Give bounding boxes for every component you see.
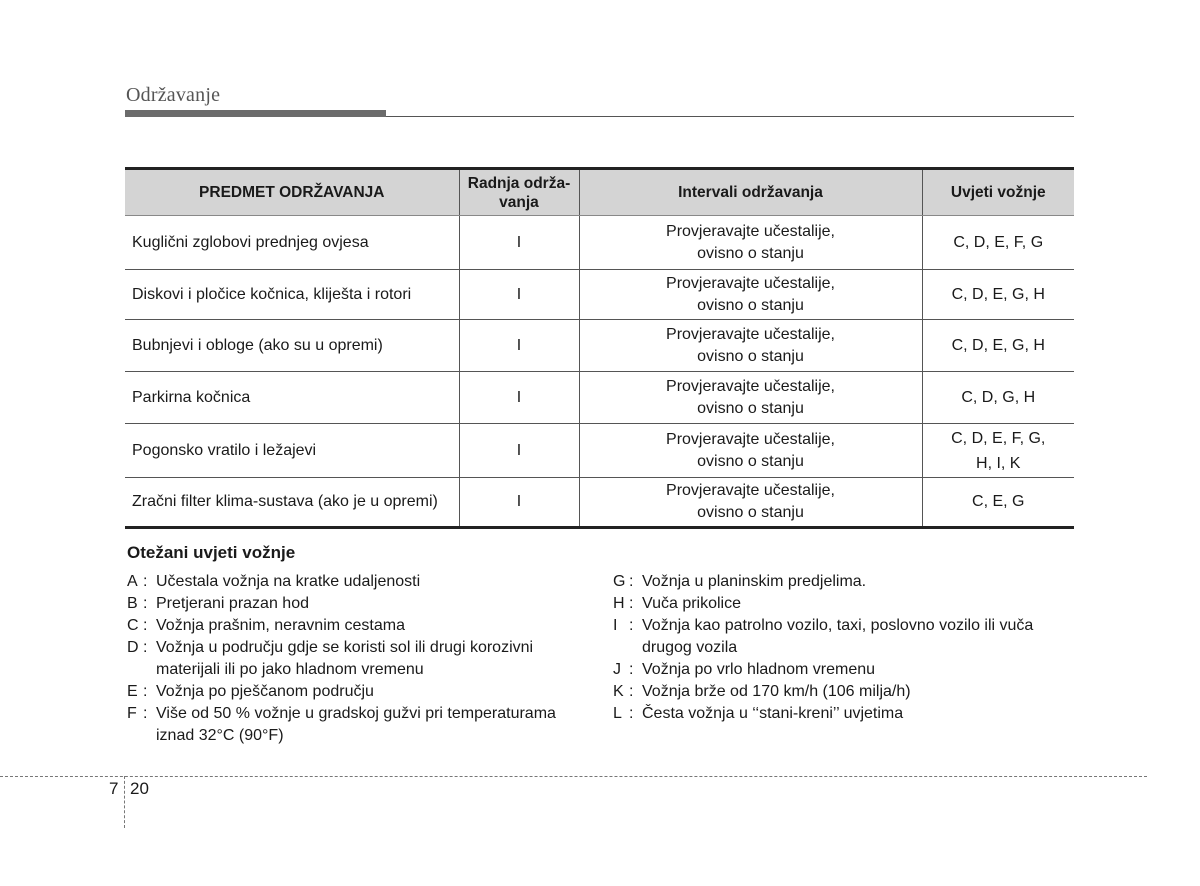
- condition-text: Više od 50 % vožnje u gradskoj gužvi pri temperaturama iznad 32°C (90°F): [156, 705, 556, 744]
- condition-separator: :: [143, 595, 148, 612]
- condition-letter: L: [613, 705, 622, 722]
- condition-separator: :: [143, 617, 148, 634]
- condition-letter: K: [613, 683, 624, 700]
- condition-separator: :: [629, 573, 634, 590]
- condition-item: [613, 615, 1083, 659]
- condition-letter: I: [613, 617, 618, 634]
- condition-separator: :: [629, 617, 634, 634]
- condition-item: [127, 571, 587, 593]
- condition-text: Vožnja kao patrolno vozilo, taxi, poslovno vozilo ili vuča drugog vozila: [642, 617, 1034, 656]
- header-rule-thin: [386, 116, 1074, 117]
- condition-text: Vožnja prašnim, neravnim cestama: [156, 617, 405, 634]
- row-item: Zračni filter klima-sustava (ako je u opremi): [125, 478, 459, 528]
- condition-separator: :: [143, 639, 148, 656]
- section-title: Održavanje: [126, 84, 221, 106]
- condition-separator: :: [143, 705, 148, 722]
- condition-item: [127, 637, 587, 681]
- condition-letter: J: [613, 661, 621, 678]
- condition-text: Vožnja po pješčanom području: [156, 683, 374, 700]
- condition-separator: :: [629, 683, 634, 700]
- maintenance-table: [125, 167, 1074, 529]
- row-conditions: C, D, E, G, H: [922, 270, 1074, 320]
- condition-item: [613, 703, 1083, 725]
- condition-letter: F: [127, 705, 137, 722]
- row-interval: Provjeravajte učestalije, ovisno o stanju: [579, 270, 922, 320]
- table-row: [125, 424, 1074, 478]
- row-interval: Provjeravajte učestalije, ovisno o stanju: [579, 372, 922, 424]
- row-interval: Provjeravajte učestalije, ovisno o stanju: [579, 478, 922, 528]
- row-item: Diskovi i pločice kočnica, kliješta i rotori: [125, 270, 459, 320]
- condition-item: [613, 659, 1083, 681]
- row-action: I: [459, 320, 579, 372]
- condition-letter: A: [127, 573, 138, 590]
- row-interval: Provjeravajte učestalije, ovisno o stanju: [579, 320, 922, 372]
- row-conditions: C, E, G: [922, 478, 1074, 528]
- condition-separator: :: [629, 661, 634, 678]
- table-row: [125, 270, 1074, 320]
- row-conditions: C, D, G, H: [922, 372, 1074, 424]
- chapter-number: 7: [109, 779, 119, 798]
- table-row: [125, 372, 1074, 424]
- condition-item: [127, 681, 587, 703]
- row-item: Parkirna kočnica: [125, 372, 459, 424]
- footer-divider: [0, 776, 1147, 777]
- row-action: I: [459, 424, 579, 478]
- condition-item: [613, 593, 1083, 615]
- row-interval: Provjeravajte učestalije, ovisno o stanju: [579, 424, 922, 478]
- conditions-title: Otežani uvjeti vožnje: [127, 543, 296, 562]
- row-conditions: C, D, E, F, G: [922, 216, 1074, 270]
- page-number: 20: [130, 779, 149, 798]
- row-conditions: C, D, E, G, H: [922, 320, 1074, 372]
- condition-text: Učestala vožnja na kratke udaljenosti: [156, 573, 421, 590]
- condition-letter: B: [127, 595, 138, 612]
- column-header-item: PREDMET ODRŽAVANJA: [125, 169, 459, 216]
- condition-text: Vožnja po vrlo hladnom vremenu: [642, 661, 876, 678]
- condition-separator: :: [143, 683, 148, 700]
- table-header-row: [125, 169, 1074, 216]
- condition-letter: E: [127, 683, 138, 700]
- condition-letter: G: [613, 573, 626, 590]
- row-interval: Provjeravajte učestalije, ovisno o stanju: [579, 216, 922, 270]
- table-row: [125, 320, 1074, 372]
- condition-separator: :: [629, 705, 634, 722]
- condition-item: [613, 571, 1083, 593]
- condition-item: [127, 703, 587, 747]
- condition-text: Vožnja u planinskim predjelima.: [642, 573, 867, 590]
- row-action: I: [459, 372, 579, 424]
- condition-text: Česta vožnja u ‘‘stani-kreni’’ uvjetima: [642, 705, 904, 722]
- conditions-list-right: [613, 571, 1083, 725]
- row-action: I: [459, 270, 579, 320]
- condition-separator: :: [629, 595, 634, 612]
- condition-item: [127, 593, 587, 615]
- condition-text: Pretjerani prazan hod: [156, 595, 309, 612]
- condition-item: [613, 681, 1083, 703]
- footer-vertical-divider: [124, 776, 125, 828]
- header-rule-thick: [125, 110, 386, 117]
- row-item: Pogonsko vratilo i ležajevi: [125, 424, 459, 478]
- row-action: I: [459, 216, 579, 270]
- column-header-action: Radnja održa- vanja: [459, 169, 579, 216]
- condition-item: [127, 615, 587, 637]
- condition-letter: H: [613, 595, 625, 612]
- condition-letter: D: [127, 639, 139, 656]
- row-conditions: C, D, E, F, G, H, I, K: [922, 424, 1074, 478]
- column-header-conditions: Uvjeti vožnje: [922, 169, 1074, 216]
- condition-separator: :: [143, 573, 148, 590]
- condition-text: Vuča prikolice: [642, 595, 742, 612]
- condition-text: Vožnja u području gdje se koristi sol ili drugi korozivni materijali ili po jako hladnom vremenu: [156, 639, 534, 678]
- column-header-interval: Intervali održavanja: [579, 169, 922, 216]
- table-row: [125, 478, 1074, 528]
- condition-letter: C: [127, 617, 139, 634]
- row-item: Kuglični zglobovi prednjeg ovjesa: [125, 216, 459, 270]
- condition-text: Vožnja brže od 170 km/h (106 milja/h): [642, 683, 911, 700]
- row-item: Bubnjevi i obloge (ako su u opremi): [125, 320, 459, 372]
- conditions-list-left: [127, 571, 587, 747]
- row-action: I: [459, 478, 579, 528]
- table-row: [125, 216, 1074, 270]
